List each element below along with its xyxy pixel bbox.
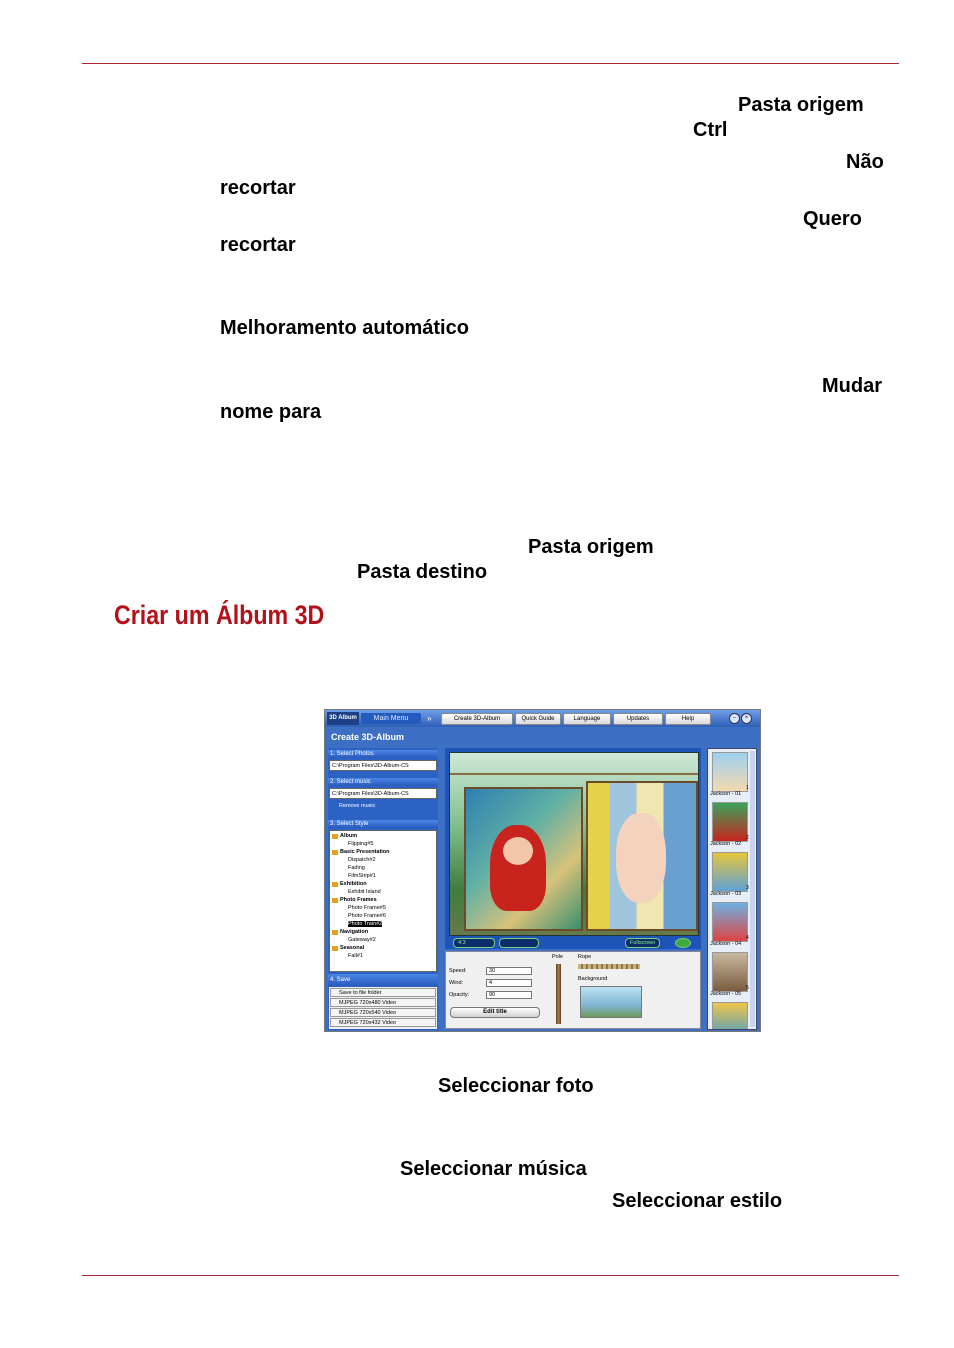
- section-heading: Criar um Álbum 3D: [114, 600, 325, 630]
- text-seleccionar-foto: Seleccionar foto: [438, 1075, 594, 1097]
- close-icon[interactable]: ×: [741, 713, 752, 724]
- aspect-ratio-control[interactable]: 4:3: [453, 938, 495, 948]
- thumbnail[interactable]: [712, 952, 748, 992]
- text-ctrl: Ctrl: [693, 119, 728, 141]
- remove-music-button[interactable]: Remove music: [339, 803, 376, 809]
- forward-arrows-icon: »: [427, 714, 432, 723]
- thumbnail[interactable]: [712, 852, 748, 892]
- app-title: Create 3D-Album: [331, 732, 405, 742]
- text-recortar-1: recortar: [220, 177, 296, 199]
- header-rule: [82, 63, 899, 64]
- save-item[interactable]: MJPEG 720x432 Video: [330, 1018, 436, 1027]
- app-screenshot: [324, 709, 761, 1032]
- select-style-header: 3. Select Style: [328, 820, 438, 828]
- wind-label: Wind:: [449, 980, 464, 986]
- thumbnail-number: 4: [746, 935, 749, 941]
- thumbnail[interactable]: [712, 802, 748, 842]
- speed-input[interactable]: 30: [486, 967, 532, 975]
- tree-item[interactable]: FilmStrip#1: [348, 873, 376, 879]
- tree-item[interactable]: Gateway#2: [348, 937, 376, 943]
- app-topbar: [325, 710, 760, 727]
- background-label: Background: [578, 976, 608, 982]
- fullscreen-button[interactable]: Fullscreen: [625, 938, 660, 948]
- rope-label: Rope: [578, 954, 592, 960]
- music-path-input[interactable]: C:\Program Files\3D-Album-CS: [329, 788, 437, 799]
- save-list: [329, 987, 437, 1029]
- speed-label: Speed:: [449, 968, 467, 974]
- thumbnail-label: Jackson - 04: [710, 941, 742, 947]
- tree-cat-exhibition[interactable]: Exhibition: [340, 881, 367, 887]
- volume-slider[interactable]: [499, 938, 539, 948]
- edit-title-button[interactable]: Edit title: [450, 1007, 540, 1018]
- thumbnail-number: 3: [746, 885, 749, 891]
- thumbnail-label: Jackson - 01: [710, 791, 742, 797]
- save-item[interactable]: MJPEG 720x540 Video: [330, 1008, 436, 1017]
- thumbnail[interactable]: [712, 902, 748, 942]
- main-menu-button[interactable]: Main Menu: [361, 713, 421, 724]
- thumbnail-number: 5: [746, 985, 749, 991]
- language-button[interactable]: Language: [563, 713, 611, 725]
- folder-icon: [332, 898, 338, 903]
- folder-icon: [332, 850, 338, 855]
- wind-input[interactable]: 4: [486, 979, 532, 987]
- tree-cat-navigation[interactable]: Navigation: [340, 929, 369, 935]
- opacity-label: Opacity:: [449, 992, 470, 998]
- opacity-input[interactable]: 90: [486, 991, 532, 999]
- thumbnail[interactable]: [712, 1002, 748, 1030]
- tree-item[interactable]: Fading: [348, 865, 365, 871]
- tree-item[interactable]: Exhibit Island: [348, 889, 381, 895]
- text-quero: Quero: [803, 208, 862, 230]
- text-seleccionar-musica: Seleccionar música: [400, 1158, 587, 1180]
- folder-icon: [332, 882, 338, 887]
- tree-cat-basic[interactable]: Basic Presentation: [340, 849, 390, 855]
- tree-item[interactable]: Fall#1: [348, 953, 363, 959]
- select-music-header: 2. Select music: [328, 778, 438, 786]
- baby-left-face: [503, 837, 533, 865]
- tree-cat-frames[interactable]: Photo Frames: [340, 897, 377, 903]
- minimize-icon[interactable]: –: [729, 713, 740, 724]
- baby-right: [616, 813, 666, 903]
- thumbnail-scrollbar[interactable]: [750, 751, 755, 1027]
- thumbnail-label: Jackson - 05: [710, 991, 742, 997]
- save-item[interactable]: MJPEG 720x480 Video: [330, 998, 436, 1007]
- tree-item[interactable]: Photo Frame#5: [348, 905, 386, 911]
- thumbnail-label: Jackson - 03: [710, 891, 742, 897]
- left-panel: [328, 748, 438, 1030]
- tree-item-selected[interactable]: Photo Train#2: [348, 921, 383, 927]
- save-item[interactable]: Save to file folder: [330, 988, 436, 997]
- style-tree: [329, 830, 437, 972]
- folder-icon: [332, 946, 338, 951]
- tree-cat-album[interactable]: Album: [340, 833, 358, 839]
- photos-path-input[interactable]: C:\Program Files\3D-Album-CS: [329, 760, 437, 771]
- help-button[interactable]: Help: [665, 713, 711, 725]
- folder-icon: [332, 930, 338, 935]
- text-recortar-2: recortar: [220, 234, 296, 256]
- thumbnail-number: 1: [746, 785, 749, 791]
- thumbnail-label: Jackson - 02: [710, 841, 742, 847]
- tree-item[interactable]: Flipping#5: [348, 841, 374, 847]
- tree-item[interactable]: Dispatch#2: [348, 857, 376, 863]
- pole-image[interactable]: [556, 964, 561, 1024]
- quick-guide-button[interactable]: Quick Guide: [515, 713, 561, 725]
- stage-controls: [449, 938, 697, 947]
- preview-rope: [450, 773, 698, 775]
- text-pasta-destino: Pasta destino: [357, 561, 488, 583]
- create-3d-album-button[interactable]: Create 3D-Album: [441, 713, 513, 725]
- preview-image: [449, 752, 699, 936]
- background-image[interactable]: [580, 986, 642, 1018]
- tree-cat-seasonal[interactable]: Seasonal: [340, 945, 365, 951]
- footer-rule: [82, 1275, 899, 1276]
- thumbnail-number: 2: [746, 835, 749, 841]
- text-seleccionar-estilo: Seleccionar estilo: [612, 1190, 783, 1212]
- play-icon[interactable]: [675, 938, 691, 948]
- save-header: 4. Save: [328, 974, 438, 986]
- tree-item[interactable]: Photo Frame#6: [348, 913, 386, 919]
- text-mudar: Mudar: [822, 375, 882, 397]
- text-nome-para: nome para: [220, 401, 322, 423]
- thumbnail[interactable]: [712, 752, 748, 792]
- folder-icon: [332, 834, 338, 839]
- pole-label: Pole: [552, 954, 564, 960]
- updates-button[interactable]: Updates: [613, 713, 663, 725]
- preview-stage: [445, 748, 701, 949]
- thumbnail-strip: [707, 748, 757, 1030]
- app-logo: 3D Album: [327, 712, 359, 725]
- rope-image[interactable]: [578, 964, 640, 969]
- text-pasta-origem-2: Pasta origem: [528, 536, 654, 558]
- text-melhoramento: Melhoramento automático: [220, 317, 469, 339]
- text-nao: Não: [846, 151, 884, 173]
- text-pasta-origem-1: Pasta origem: [738, 94, 864, 116]
- properties-panel: [445, 951, 701, 1029]
- select-photos-header: 1. Select Photos: [328, 750, 438, 758]
